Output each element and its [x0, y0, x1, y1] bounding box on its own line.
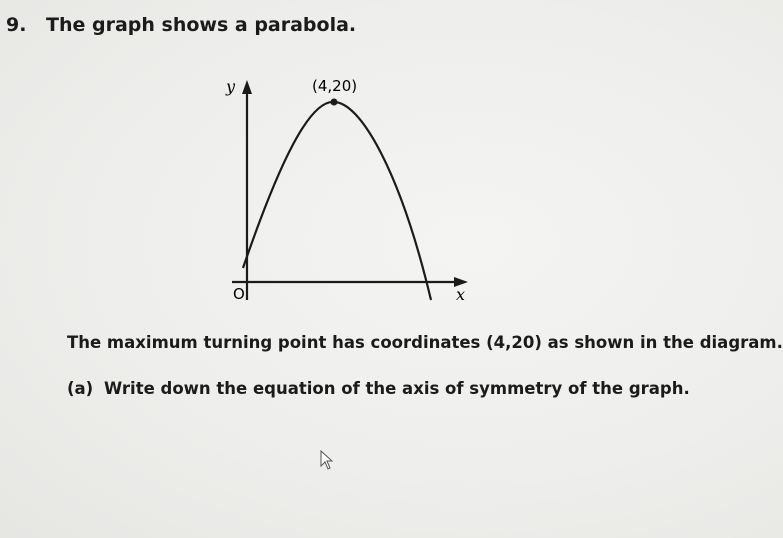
mouse-pointer-icon [320, 450, 334, 474]
origin-label: O [233, 285, 245, 303]
vertex-label: (4,20) [312, 77, 358, 95]
y-axis-arrow [242, 80, 252, 94]
vertex-point [331, 99, 338, 106]
parabola-curve [243, 102, 431, 300]
part-a-label: (a) [67, 379, 94, 398]
y-axis-label: y [226, 77, 236, 96]
question-number: 9. [6, 14, 27, 36]
part-a-text: Write down the equation of the axis of symmetry of the graph. [104, 379, 690, 398]
question-title: The graph shows a parabola. [46, 14, 357, 36]
x-axis-label: x [456, 285, 466, 304]
intro-text: The maximum turning point has coordinates (4,20) as shown in the diagram. [67, 333, 783, 352]
